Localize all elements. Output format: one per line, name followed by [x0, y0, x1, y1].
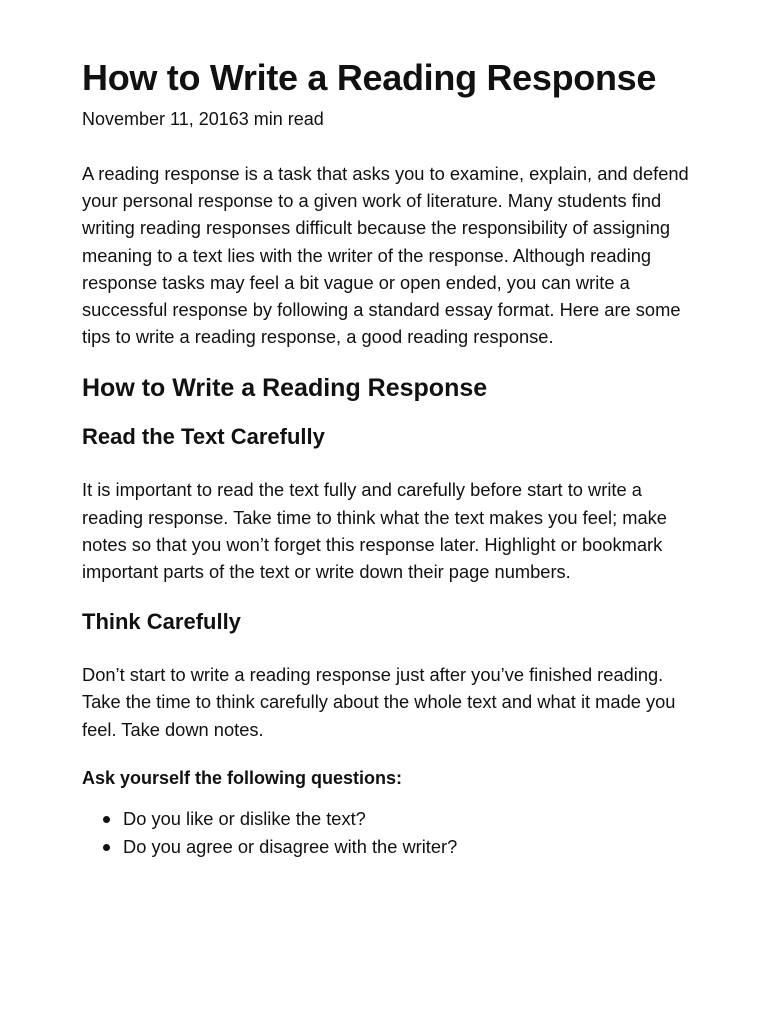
subsection-heading-think: Think Carefully	[82, 609, 241, 635]
bullet-icon	[103, 844, 110, 851]
list-item-text: Do you agree or disagree with the writer?	[123, 835, 458, 857]
intro-paragraph: A reading response is a task that asks you to examine, explain, and defend your personal response to a given work of literature. Many students find writing reading responses difficult because the responsibility of assigning meaning to a text lies with the writer of the response. Although reading response tasks may feel a bit vague or open ended, you can write a successful response by following a standard essay format. Here are some tips to write a reading response, a good reading response.	[82, 163, 689, 348]
article-meta: November 11, 20163 min read	[82, 109, 324, 129]
article-title: How to Write a Reading Response	[82, 57, 657, 98]
questions-list	[82, 805, 692, 861]
subsection-heading-read: Read the Text Carefully	[82, 424, 325, 450]
article	[82, 56, 692, 861]
questions-lead: Ask yourself the following questions:	[82, 767, 403, 788]
list-item-text: Do you like or dislike the text?	[123, 807, 366, 829]
bullet-icon	[103, 816, 110, 823]
subsection-body-read: It is important to read the text fully and carefully before start to write a reading response. Take time to think what the text makes you feel; make notes so that you won’t forget this response later. Highlight or bookmark important parts of the text or write down their page numbers.	[82, 479, 667, 583]
section-heading: How to Write a Reading Response	[82, 374, 488, 403]
list-item	[82, 805, 692, 833]
subsection-body-think: Don’t start to write a reading response just after you’ve finished reading. Take the time to think carefully about the whole text and what it made you feel. Take down notes.	[82, 664, 676, 740]
list-item	[82, 833, 692, 861]
